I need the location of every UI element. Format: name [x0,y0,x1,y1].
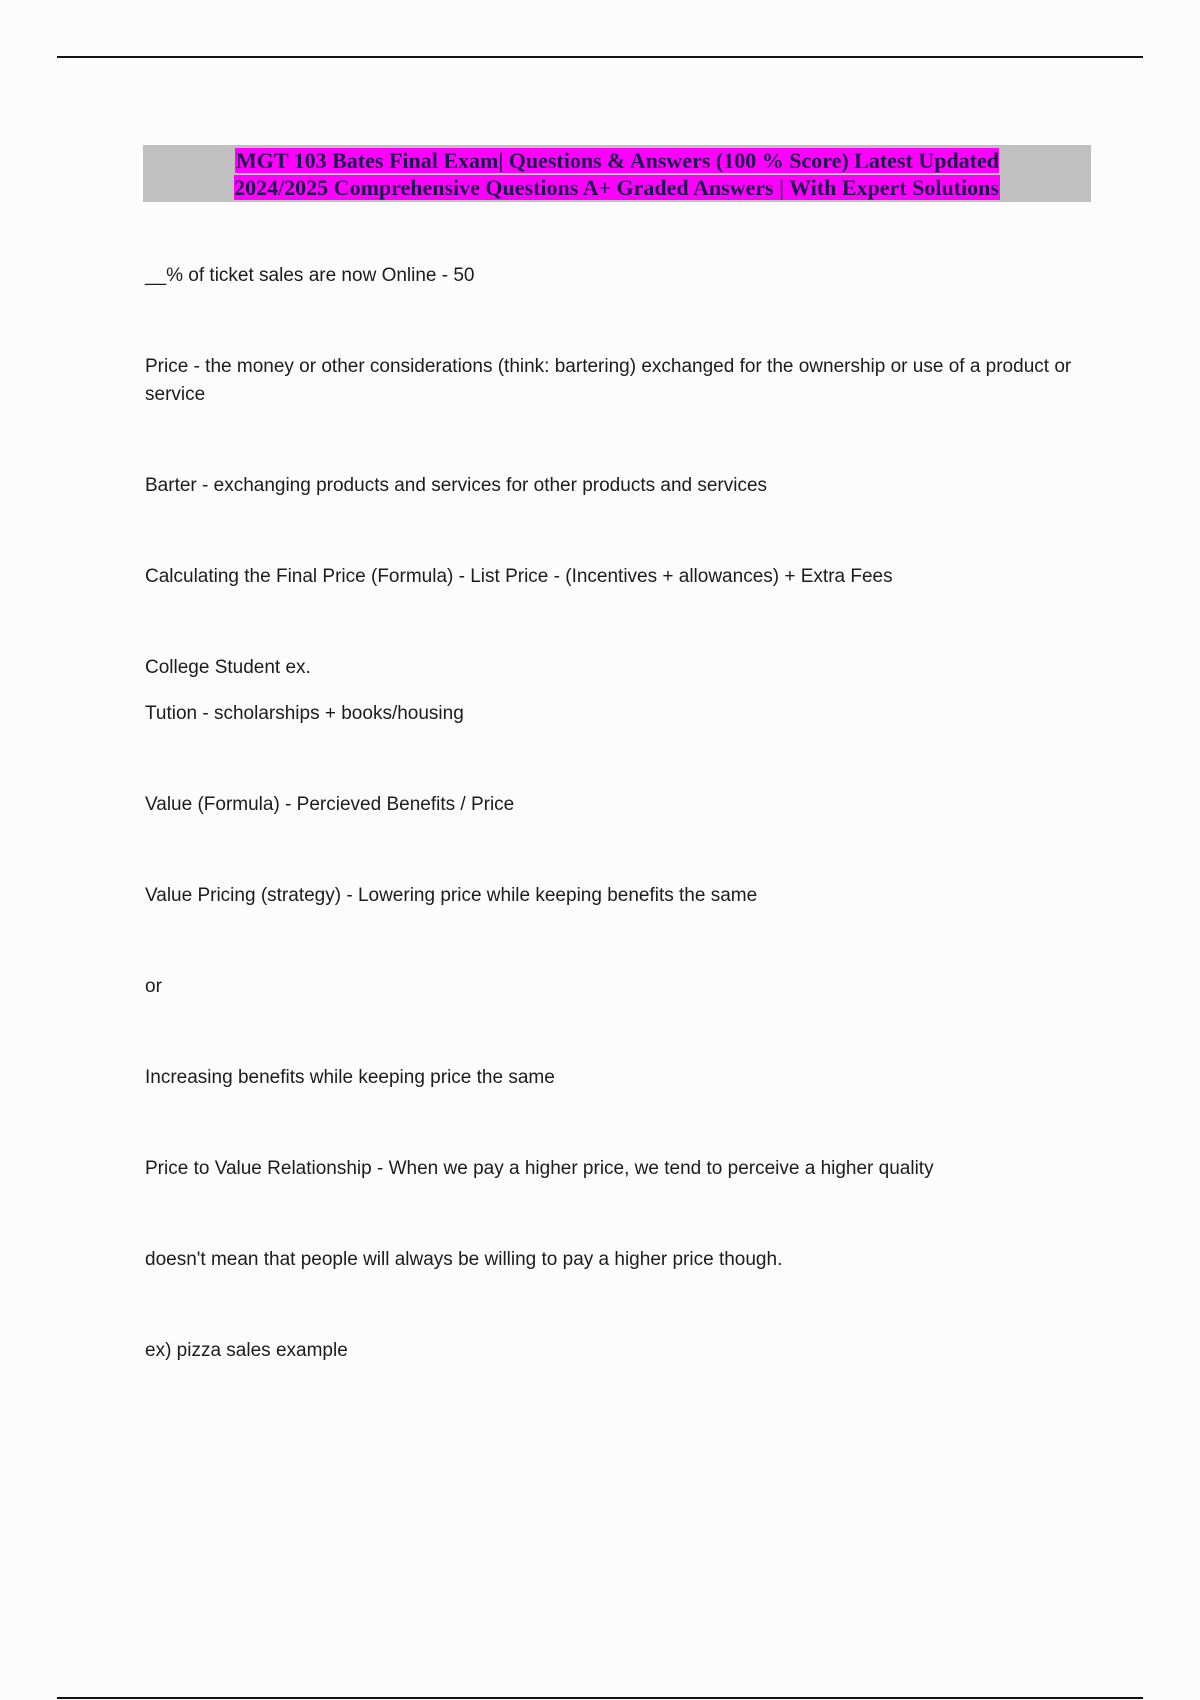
entry-tuition-example: Tution - scholarships + books/housing [145,703,464,724]
entry-increasing-benefits: Increasing benefits while keeping price the same [145,1067,555,1088]
entry-final-price-formula: Calculating the Final Price (Formula) - List Price - (Incentives + allowances) + Extra Fees [145,566,893,587]
entry-or: or [145,976,162,997]
entry-ticket-sales: __% of ticket sales are now Online - 50 [145,265,475,286]
entry-pizza-example: ex) pizza sales example [145,1340,348,1361]
entry-college-student-example: College Student ex. [145,657,311,678]
document-title-text: MGT 103 Bates Final Exam| Questions & Answers (100 % Score) Latest Updated 2024/2025 Comprehensive Questions A+ Graded Answers | With Expert Solutions [234,147,1000,200]
title-banner [143,145,1091,202]
entry-value-pricing: Value Pricing (strategy) - Lowering price while keeping benefits the same [145,885,758,906]
entry-higher-price-note: doesn't mean that people will always be willing to pay a higher price though. [145,1249,783,1270]
entry-value-formula: Value (Formula) - Percieved Benefits / Price [145,794,515,815]
document-title [187,147,1047,201]
entry-price-value-relationship: Price to Value Relationship - When we pay a higher price, we tend to perceive a higher quality [145,1158,934,1179]
entry-barter-definition: Barter - exchanging products and services for other products and services [145,475,768,496]
footer-rule [57,1697,1143,1699]
entry-price-definition: Price - the money or other considerations (think: bartering) exchanged for the ownership or use of a product or service [145,356,1072,405]
header-rule [57,56,1143,58]
